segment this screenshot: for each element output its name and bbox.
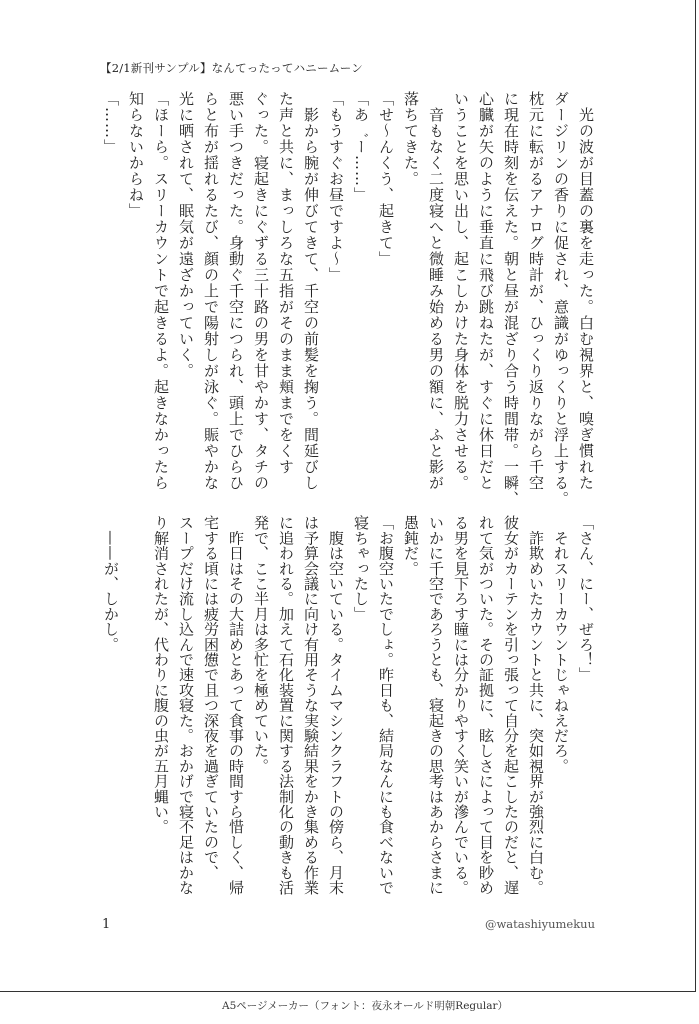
text-column: は予算会議に向け有用そうな実験結果をかき集める作業 — [302, 515, 320, 895]
text-column: ——が、しかし。 — [102, 515, 120, 652]
text-column — [123, 515, 148, 910]
text-column: 影から腕が伸びてきて、千空の前髪を掬う。間延びし — [302, 91, 320, 491]
text-column: れて気がついた。その証拠に、眩しさによって目を眇め — [477, 515, 495, 895]
text-column: 光の波が目蓋の裏を走った。白む視界と、嗅ぎ慣れた — [577, 91, 595, 491]
text-column: いかに千空であろうとも、寝起きの思考はあからさまに — [427, 515, 445, 895]
author-handle: @watashiyumekuu — [484, 917, 595, 931]
text-column: 「あ゛ー……」 — [352, 91, 370, 203]
text-column: 詐欺めいたカウントと共に、突如視界が強烈に白む。 — [527, 515, 545, 895]
text-column: ダージリンの香りに促され、意識がゆっくりと浮上する。 — [552, 91, 570, 507]
page-header-title: 【2/1新刊サンプル】なんてったってハニームーン — [100, 61, 363, 75]
text-block-bottom — [97, 515, 598, 910]
text-column: 知らないからね」 — [127, 91, 145, 219]
text-column: それスリーカウントじゃねえだろ。 — [552, 515, 570, 774]
text-column: た声と共に、まっしろな五指がそのまま頬までをくす — [277, 91, 295, 475]
text-column: らと布が揺れるたび、顔の上で陽射しが泳ぐ。賑やかな — [202, 91, 220, 491]
text-column: 腹は空いている。タイムマシンクラフトの傍ら、月末 — [327, 515, 345, 895]
text-column: 発で、ここ半月は多忙を極めていた。 — [252, 515, 270, 774]
text-column: 「……」 — [102, 91, 120, 155]
text-column: 心臓が矢のように垂直に飛び跳ねたが、すぐに休日だと — [477, 91, 495, 491]
text-column: り解消されたが、代わりに腹の虫が五月蝿い。 — [152, 515, 170, 835]
text-column: ぐった。寝起きにぐずる三十路の男を甘やかす、タチの — [252, 91, 270, 491]
text-column: 落ちてきた。 — [402, 91, 420, 187]
text-column: 寝ちゃったし」 — [352, 515, 370, 622]
text-column: 愚鈍だ。 — [402, 515, 420, 576]
text-column: いうことを思い出し、起こしかけた身体を脱力させる。 — [452, 91, 470, 491]
text-column: 宅する頃には疲労困憊で且つ深夜を過ぎていたので、 — [202, 515, 220, 880]
text-column: 枕元に転がるアナログ時計が、ひっくり返りながら千空 — [527, 91, 545, 491]
text-column: 光に晒されて、眠気が遠ざかっていく。 — [177, 91, 195, 379]
text-column: 「もうすぐお昼ですよ〜」 — [327, 91, 345, 283]
text-column: 音もなく二度寝へと微睡み始める男の額に、ふと影が — [427, 91, 445, 491]
text-column: 昨日はその大詰めとあって食事の時間すら惜しく、帰 — [227, 515, 245, 895]
text-block-top — [97, 91, 598, 511]
text-column: 「ほーら。スリーカウントで起きるよ。起きなかったら — [152, 91, 170, 491]
page-number: 1 — [102, 917, 111, 932]
text-column: に追われる。加えて石化装置に関する法制化の動きも活 — [277, 515, 295, 895]
text-column: 彼女がカーテンを引っ張って自分を起こしたのだと、遅 — [502, 515, 520, 895]
text-column: 「せ〜んくう、起きて」 — [377, 91, 395, 267]
text-column: 悪い手つきだった。身動ぐ千空につられ、頭上でひらひ — [227, 91, 245, 491]
footer-credit: A5ページメーカー（フォント：夜永オールド明朝Regular） — [222, 1000, 509, 1012]
text-column: 「お腹空いたでしょ。昨日も、結局なんにも食べないで — [377, 515, 395, 895]
text-column: に現在時刻を伝えた。朝と昼が混ざり合う時間帯。一瞬、 — [502, 91, 520, 507]
text-column: 「さん、にー、ぜろ！」 — [577, 515, 595, 683]
text-column: る男を見下ろす瞳には分かりやすく笑いが滲んでいる。 — [452, 515, 470, 895]
text-column: スープだけ流し込んで速攻寝た。おかげで寝不足はかな — [177, 515, 195, 895]
